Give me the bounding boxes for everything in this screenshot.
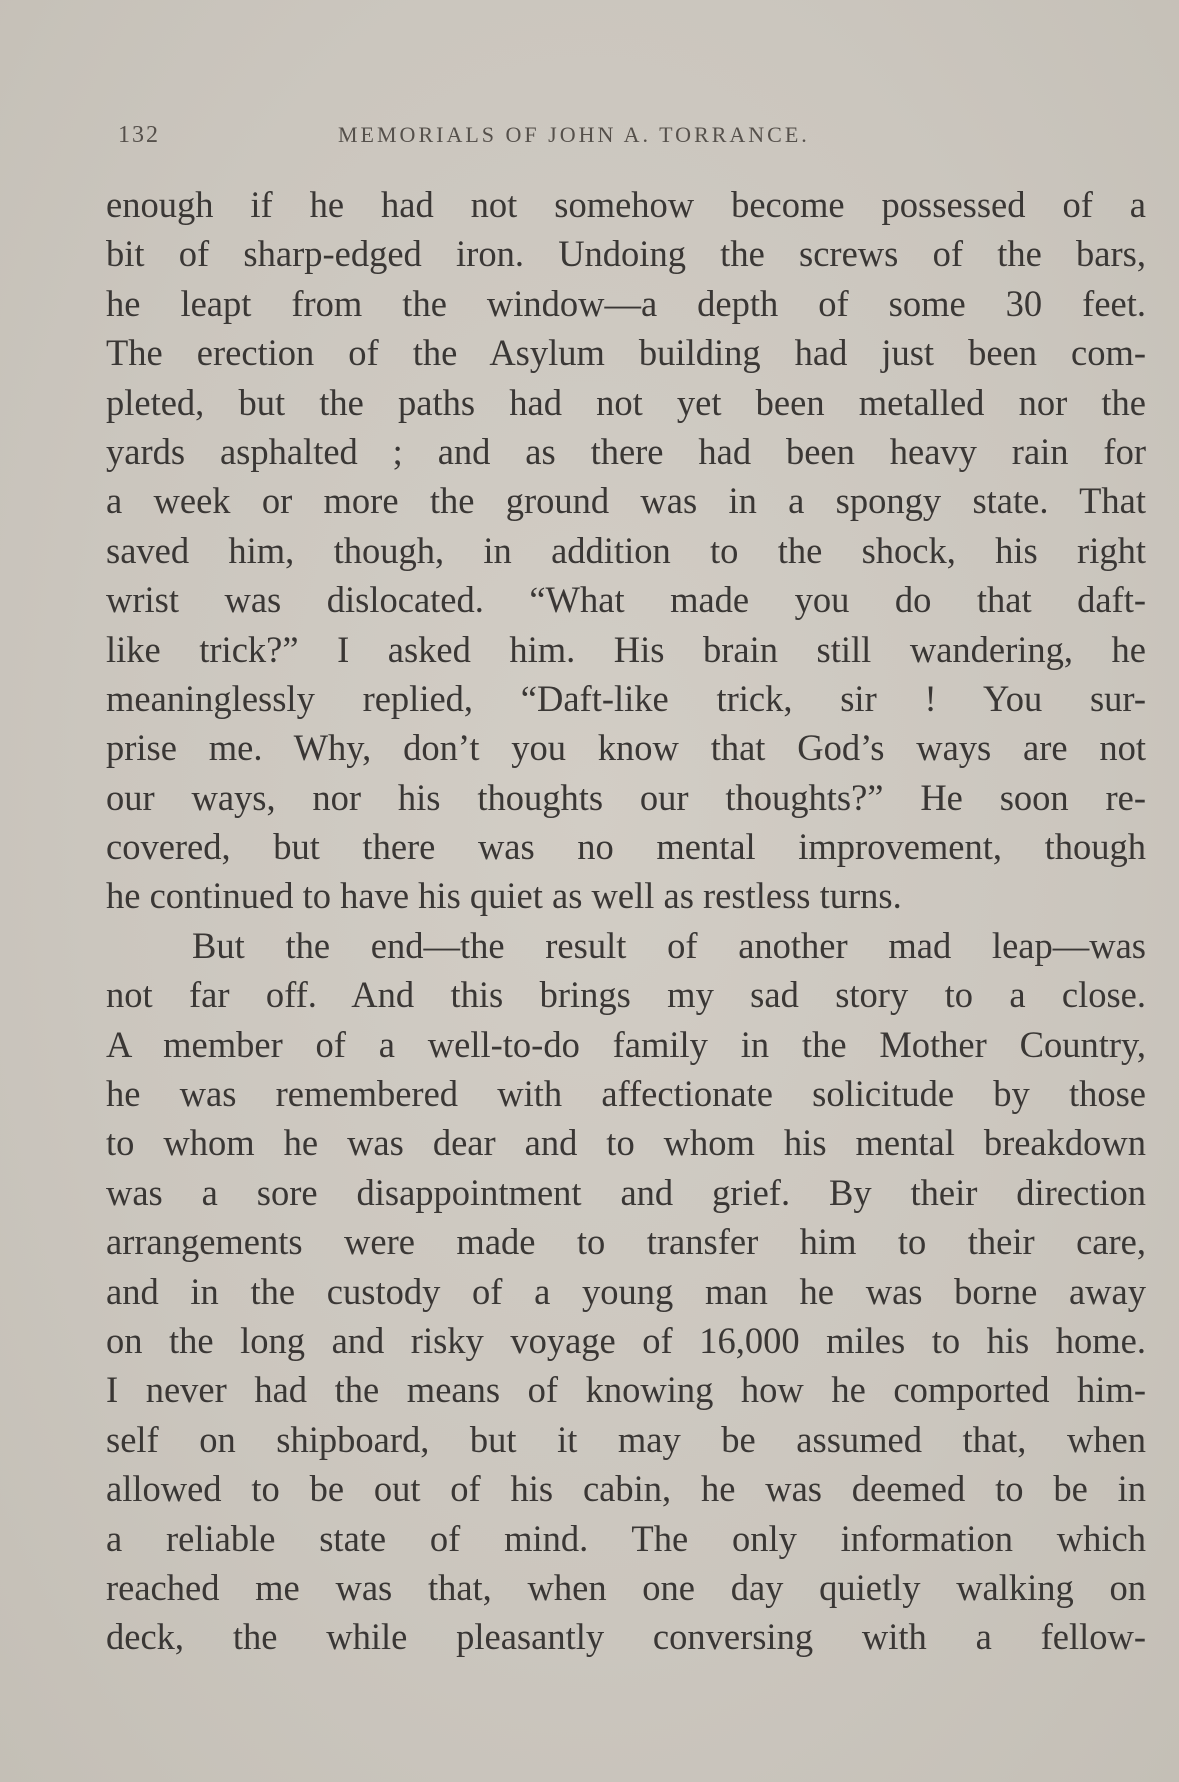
text-line: The erection of the Asylum building had just been com- (106, 332, 1146, 374)
text-line: our ways, nor his thoughts our thoughts?” He soon re- (106, 776, 1146, 818)
paragraph-2 (106, 921, 1146, 1662)
text-line: not far off. And this brings my sad story to a close. (106, 974, 1146, 1016)
text-line: I never had the means of knowing how he comported him- (106, 1369, 1146, 1411)
text-line: allowed to be out of his cabin, he was deemed to be in (106, 1468, 1146, 1510)
body-text (106, 180, 1146, 1662)
page-number: 132 (118, 122, 160, 148)
text-line: he leapt from the window—a depth of some 30 feet. (106, 282, 1146, 324)
running-head (118, 122, 918, 154)
paragraph-1 (106, 180, 1146, 921)
text-line: to whom he was dear and to whom his mental breakdown (106, 1122, 1146, 1164)
text-line: deck, the while pleasantly conversing with a fellow- (106, 1616, 1146, 1658)
text-line: pleted, but the paths had not yet been metalled nor the (106, 381, 1146, 423)
text-line: and in the custody of a young man he was borne away (106, 1270, 1146, 1312)
text-line: prise me. Why, don’t you know that God’s ways are not (106, 727, 1146, 769)
text-line: bit of sharp-edged iron. Undoing the screws of the bars, (106, 233, 1146, 275)
text-line: wrist was dislocated. “What made you do that daft- (106, 579, 1146, 621)
text-line: self on shipboard, but it may be assumed that, when (106, 1418, 1146, 1460)
text-line: A member of a well-to-do family in the Mother Country, (106, 1023, 1146, 1065)
text-line: a reliable state of mind. The only information which (106, 1517, 1146, 1559)
text-line: arrangements were made to transfer him to their care, (106, 1221, 1146, 1263)
running-title: MEMORIALS OF JOHN A. TORRANCE. (338, 122, 810, 147)
text-line: like trick?” I asked him. His brain still wandering, he (106, 628, 1146, 670)
text-line: saved him, though, in addition to the shock, his right (106, 529, 1146, 571)
text-line: enough if he had not somehow become possessed of a (106, 184, 1146, 225)
text-line: he continued to have his quiet as well as restless turns. (106, 875, 902, 917)
text-line: was a sore disappointment and grief. By their direction (106, 1171, 1146, 1213)
text-line: yards asphalted ; and as there had been heavy rain for (106, 430, 1146, 472)
text-line: reached me was that, when one day quietly walking on (106, 1566, 1146, 1608)
text-line: on the long and risky voyage of 16,000 miles to his home. (106, 1319, 1146, 1361)
text-line: he was remembered with affectionate solicitude by those (106, 1073, 1146, 1115)
text-line: a week or more the ground was in a spongy state. That (106, 480, 1146, 522)
text-line: meaninglessly replied, “Daft-like trick, sir ! You sur- (106, 677, 1146, 719)
text-line: covered, but there was no mental improvement, though (106, 826, 1146, 868)
text-line: But the end—the result of another mad leap—was (192, 924, 1146, 966)
